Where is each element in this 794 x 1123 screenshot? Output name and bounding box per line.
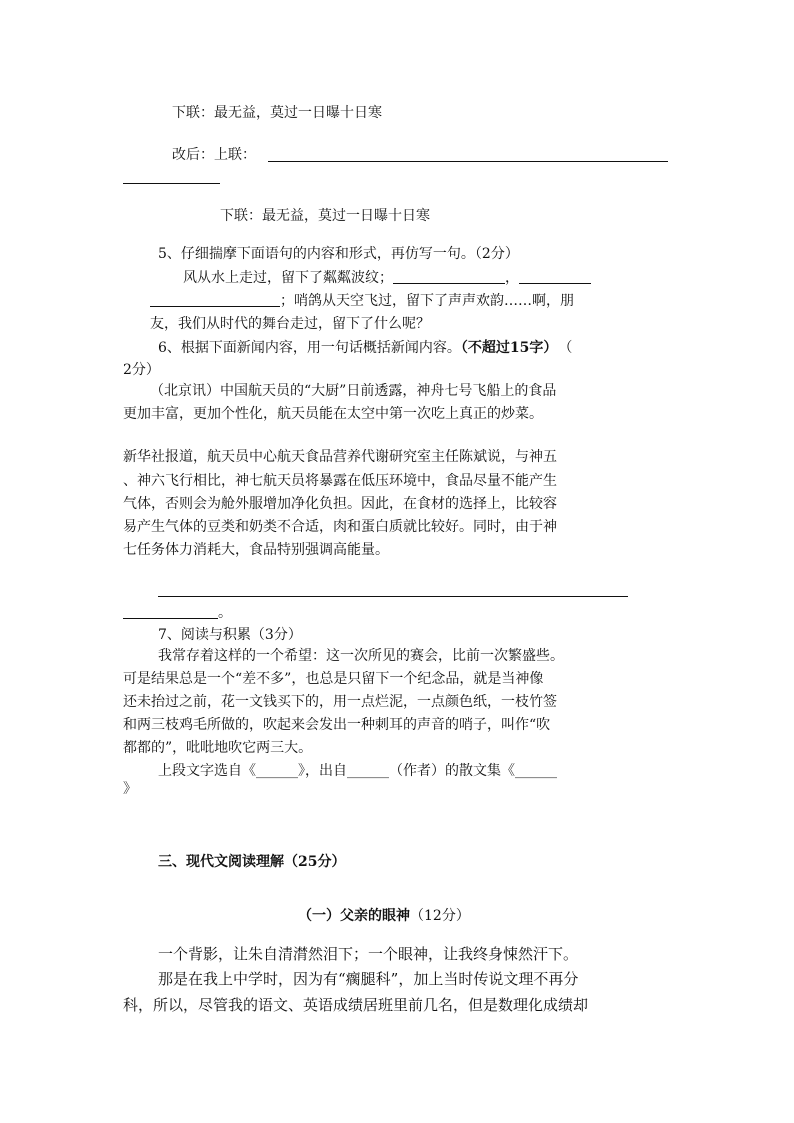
- question-5-comma: ，: [505, 270, 519, 286]
- subsection-1-score: （12分）: [410, 908, 470, 924]
- passage-line-5: 都都的”，吡吡地吹它两三大。: [123, 740, 313, 756]
- question-6-score: 2分）: [123, 362, 160, 378]
- answer-blank-q6-2[interactable]: [123, 618, 218, 619]
- question-6-limit: （不超过15字）: [460, 340, 558, 356]
- question-7-fill: 上段文字选自《______》，出自______（作者）的散文集《______: [158, 763, 557, 779]
- reading-line-3: 科，所以，尽管我的语文、英语成绩居班里前几名，但是数理化成绩却: [123, 996, 589, 1014]
- passage-line-2: 可是结果总是一个“差不多”，也总是只留下一个纪念品，就是当神像: [123, 671, 544, 687]
- answer-blank-q5-2[interactable]: [519, 269, 591, 284]
- news-line-1: （北京讯）中国航天员的“大厨”日前透露，神舟七号飞船上的食品: [150, 383, 557, 399]
- line-lower-couplet-1: 下联：最无益，莫过一日曝十日寒: [172, 105, 382, 121]
- news-line-3: 新华社报道，航天员中心航天食品营养代谢研究室主任陈斌说，与神五: [123, 449, 557, 465]
- question-6-text: 6、根据下面新闻内容，用一句话概括新闻内容。: [158, 340, 461, 356]
- answer-blank-revised-upper-cont[interactable]: [123, 183, 220, 184]
- question-6-prompt: [158, 338, 572, 358]
- question-5-prompt: 5、仔细揣摩下面语句的内容和形式，再仿写一句。（2分）: [158, 246, 519, 262]
- news-line-5: 气体，否则会为舱外服增加净化负担。因此，在食材的选择上，比较容: [123, 496, 557, 512]
- answer-blank-q6-1[interactable]: [158, 596, 628, 597]
- question-6-period: 。: [218, 605, 232, 621]
- question-5-line-4: 友，我们从时代的舞台走过，留下了什么呢？: [150, 316, 430, 332]
- question-5-line-3: [150, 291, 574, 311]
- reading-line-1: 一个背影，让朱自清潸然泪下；一个眼神，让我终身悚然汗下。: [158, 945, 579, 963]
- question-5-continuation: ；哨鸽从天空飞过，留下了声声欢韵……啊，朋: [280, 293, 574, 309]
- answer-blank-revised-upper[interactable]: [268, 161, 668, 162]
- passage-line-1: 我常存着这样的一个希望：这一次所见的赛会，比前一次繁盛些。: [158, 648, 564, 664]
- reading-line-2: 那是在我上中学时，因为有“瘸腿科”，加上当时传说文理不再分: [158, 970, 579, 988]
- question-7-title: 7、阅读与积累（3分）: [158, 627, 302, 643]
- question-6-paren: （: [565, 340, 573, 356]
- section-3-heading: 三、现代文阅读理解（25分）: [158, 854, 346, 870]
- news-line-6: 易产生气体的豆类和奶类不合适，肉和蛋白质就比较好。同时，由于神: [123, 519, 557, 535]
- answer-blank-q5-3[interactable]: [150, 292, 280, 307]
- subsection-1-heading: [298, 906, 470, 926]
- news-line-4: 、神六飞行相比，神七航天员将暴露在低压环境中，食品尽量不能产生: [123, 473, 557, 489]
- line-lower-couplet-2: 下联：最无益，莫过一日曝十日寒: [220, 208, 430, 224]
- line-revised-upper: 改后：上联：: [172, 147, 256, 163]
- passage-line-3: 还未抬过之前，花一文钱买下的，用一点烂泥，一点颜色纸，一枝竹签: [123, 694, 557, 710]
- answer-blank-q5-1[interactable]: [393, 269, 505, 284]
- question-5-example: [183, 268, 591, 288]
- subsection-1-title: （一）父亲的眼神: [298, 908, 410, 924]
- passage-line-4: 和两三枝鸡毛所做的，吹起来会发出一种刺耳的声音的哨子，叫作“吹: [123, 717, 551, 733]
- question-7-fill-end: 》: [123, 781, 137, 797]
- question-5-example-text: 风从水上走过，留下了粼粼波纹；: [183, 270, 393, 286]
- news-line-7: 七任务体力消耗大，食品特别强调高能量。: [123, 542, 389, 558]
- news-line-2: 更加丰富，更加个性化，航天员能在太空中第一次吃上真正的炒菜。: [123, 406, 543, 422]
